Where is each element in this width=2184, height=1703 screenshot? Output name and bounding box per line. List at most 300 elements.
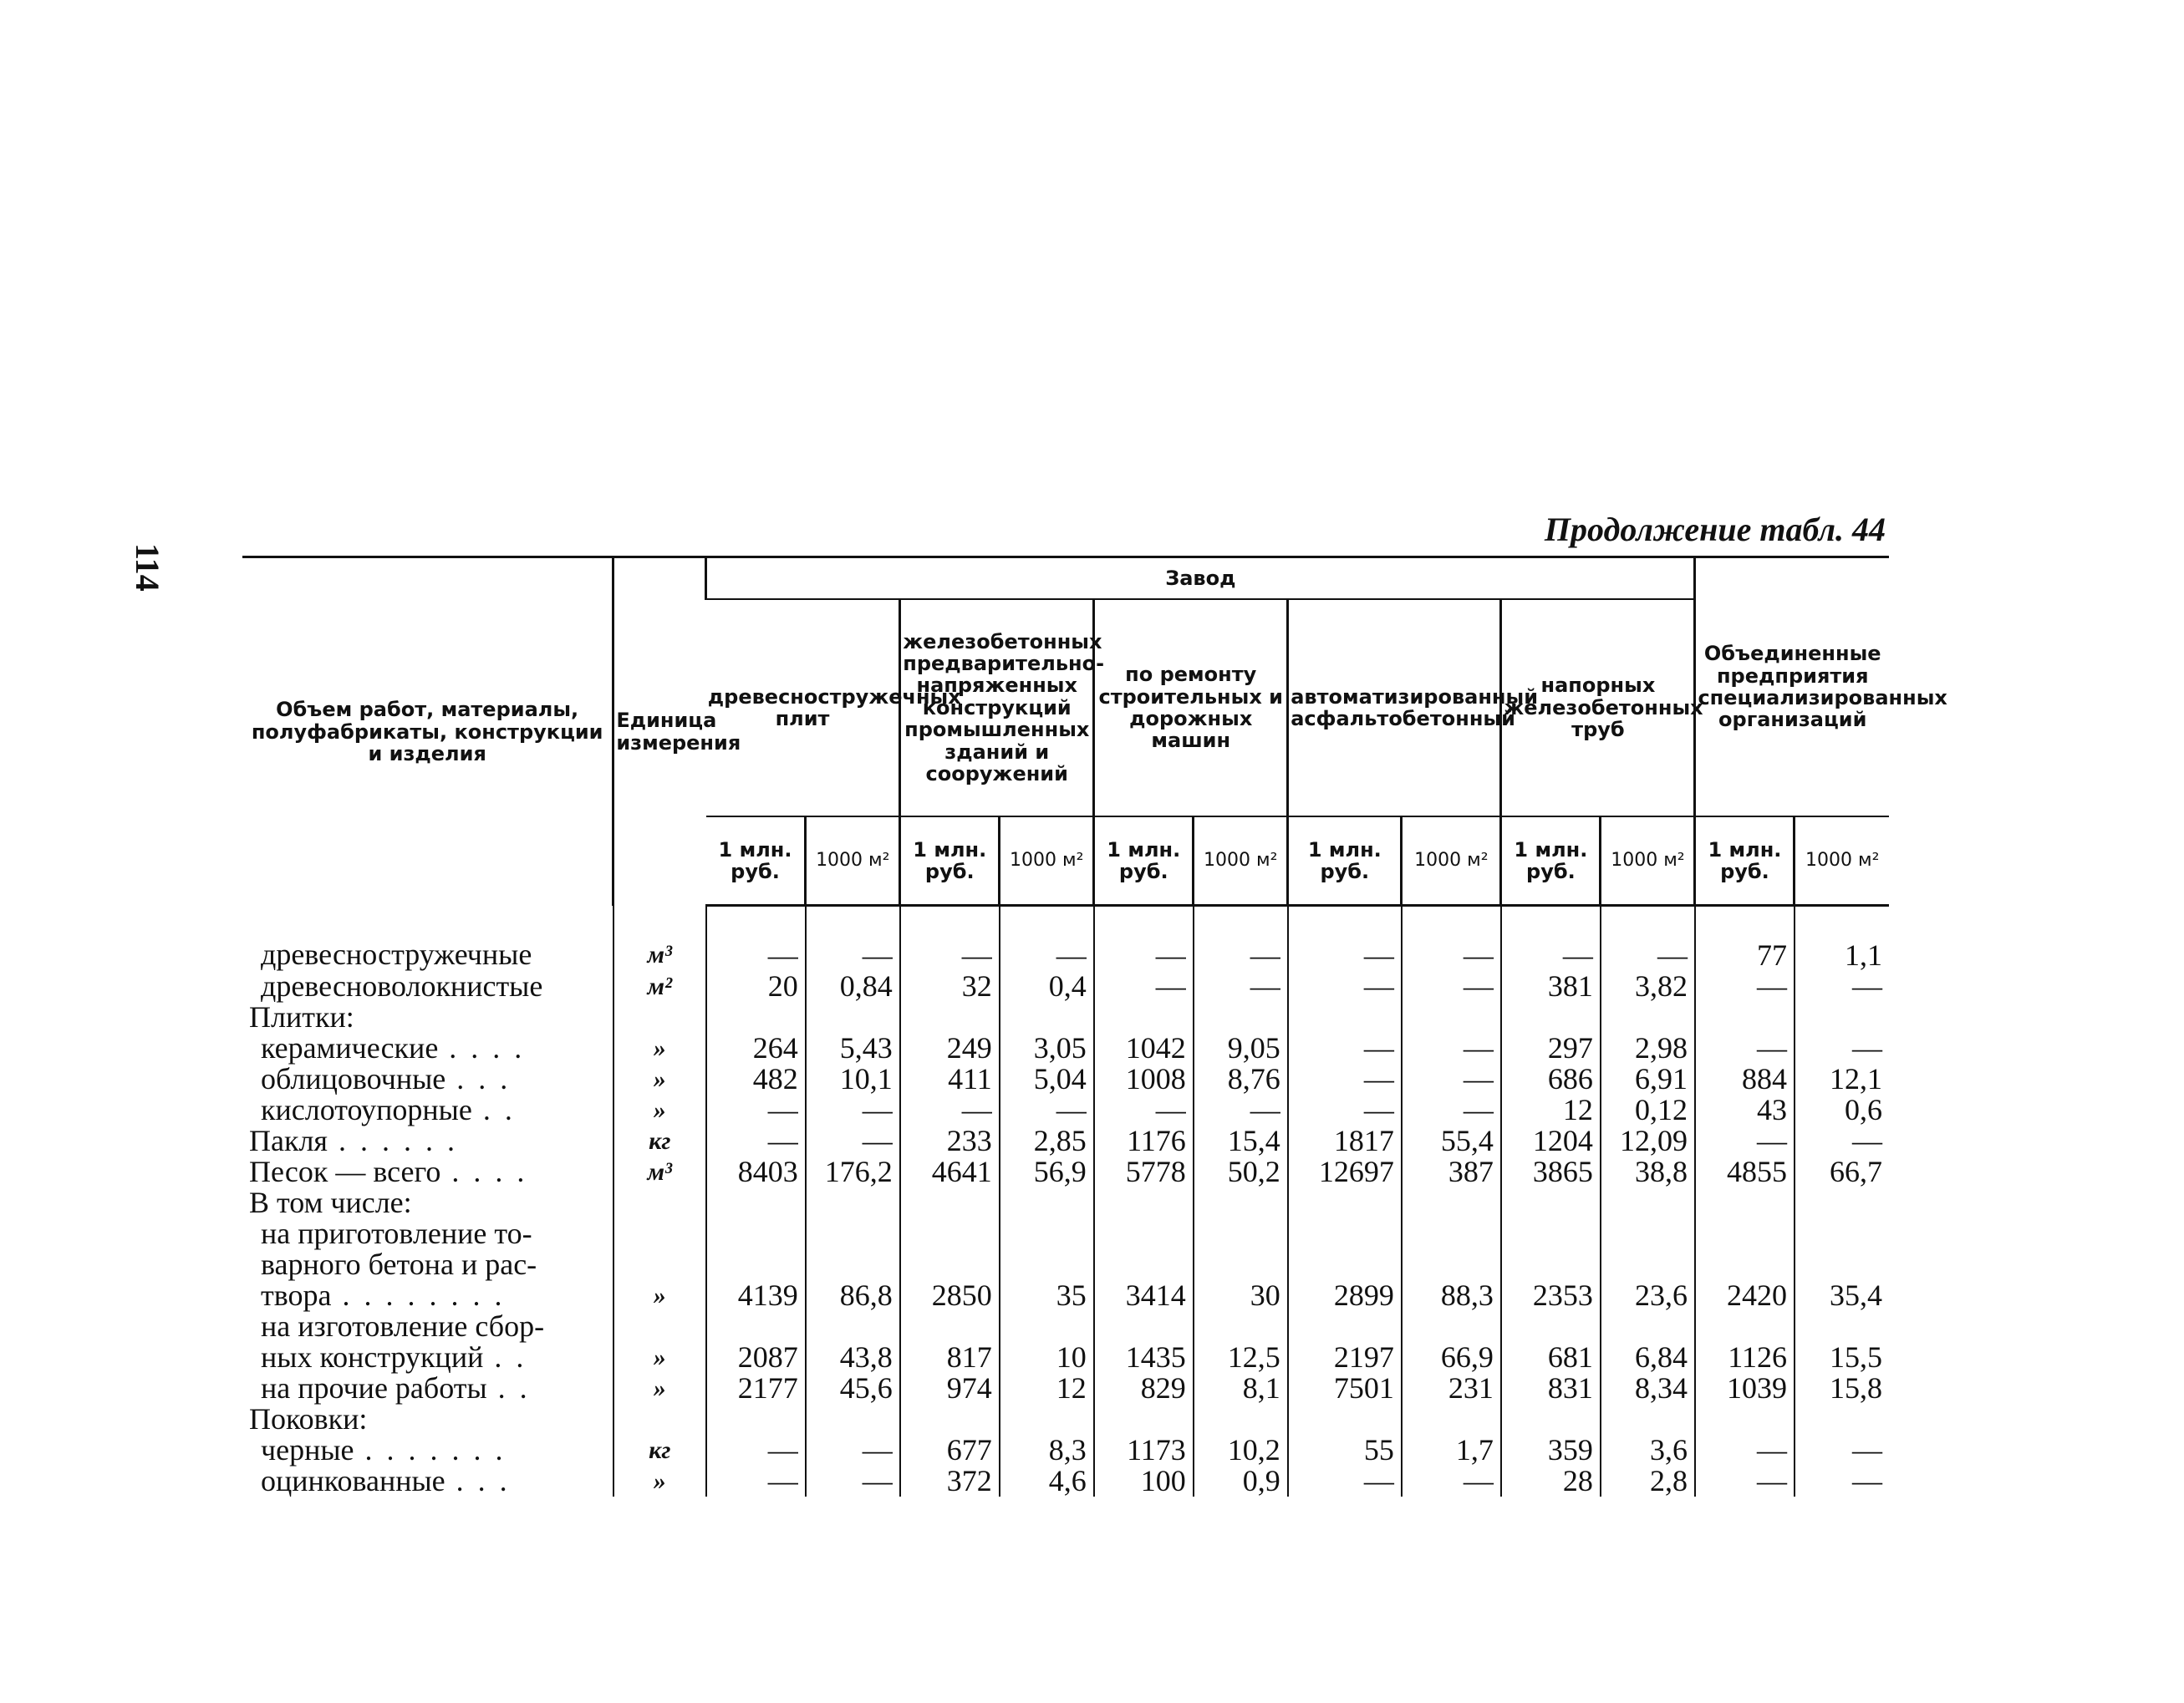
cell-value <box>900 1249 1000 1280</box>
header-sub-mln-rub: 1 млн. руб. <box>1501 816 1601 906</box>
cell-value <box>1288 1404 1402 1435</box>
cell-value: 8,34 <box>1601 1373 1695 1404</box>
cell-value: 2899 <box>1288 1280 1402 1311</box>
cell-value: 387 <box>1402 1157 1501 1187</box>
cell-value: 12,1 <box>1795 1064 1889 1095</box>
table-row <box>242 1435 1889 1466</box>
row-label <box>242 1435 613 1466</box>
table-row <box>242 1095 1889 1126</box>
cell-value <box>1695 1249 1795 1280</box>
header-group-4: автоматизированный асфальтобетонный <box>1288 599 1501 816</box>
header-group-5: напорных железобетонных труб <box>1501 599 1695 816</box>
cell-value <box>1194 1311 1288 1342</box>
row-label <box>242 1373 613 1404</box>
cell-value <box>1501 1249 1601 1280</box>
cell-value: — <box>706 1095 806 1126</box>
cell-value: 681 <box>1501 1342 1601 1373</box>
cell-value: 1817 <box>1288 1126 1402 1157</box>
row-label <box>242 1466 613 1497</box>
table-row <box>242 1002 1889 1033</box>
cell-value: — <box>1402 906 1501 972</box>
cell-value <box>1601 1187 1695 1218</box>
row-name: керамические <box>261 1031 439 1065</box>
cell-value: — <box>1402 1095 1501 1126</box>
cell-value: 4641 <box>900 1157 1000 1187</box>
cell-value: 2850 <box>900 1280 1000 1311</box>
cell-value: — <box>1795 971 1889 1002</box>
cell-value <box>706 1311 806 1342</box>
cell-value: — <box>1288 1095 1402 1126</box>
cell-value: 817 <box>900 1342 1000 1373</box>
cell-value <box>806 1002 900 1033</box>
cell-value: — <box>1402 971 1501 1002</box>
cell-value: 2420 <box>1695 1280 1795 1311</box>
cell-value <box>1094 1249 1194 1280</box>
row-unit: » <box>613 1466 706 1497</box>
cell-value <box>1194 1249 1288 1280</box>
cell-value: — <box>706 1466 806 1497</box>
cell-value: — <box>1695 1466 1795 1497</box>
cell-value: 32 <box>900 971 1000 1002</box>
row-label <box>242 1280 613 1311</box>
table-row <box>242 1404 1889 1435</box>
cell-value: 15,5 <box>1795 1342 1889 1373</box>
cell-value: 86,8 <box>806 1280 900 1311</box>
cell-value: 20 <box>706 971 806 1002</box>
cell-value: 0,84 <box>806 971 900 1002</box>
cell-value <box>1000 1002 1094 1033</box>
row-unit: м³ <box>613 1157 706 1187</box>
row-leader-dots: . . . . . . . <box>354 1433 507 1467</box>
cell-value: — <box>900 906 1000 972</box>
row-leader-dots: . . . <box>445 1464 511 1497</box>
cell-value: 66,7 <box>1795 1157 1889 1187</box>
cell-value: 0,4 <box>1000 971 1094 1002</box>
cell-value: 43,8 <box>806 1342 900 1373</box>
row-name: варного бетона и рас- <box>261 1248 537 1281</box>
table-row <box>242 1342 1889 1373</box>
row-name: древесноволокнистые <box>261 969 543 1003</box>
cell-value: 359 <box>1501 1435 1601 1466</box>
cell-value: — <box>1000 906 1094 972</box>
cell-value: — <box>1194 906 1288 972</box>
row-name: Песок — всего <box>249 1155 441 1188</box>
row-unit: » <box>613 1342 706 1373</box>
table-header <box>242 557 1947 906</box>
row-label <box>242 971 613 1002</box>
cell-value: 2,85 <box>1000 1126 1094 1157</box>
cell-value <box>1601 1404 1695 1435</box>
cell-value: 6,91 <box>1601 1064 1695 1095</box>
cell-value: 249 <box>900 1033 1000 1064</box>
cell-value: 5,04 <box>1000 1064 1094 1095</box>
cell-value <box>1000 1404 1094 1435</box>
row-leader-dots: . . <box>486 1371 531 1405</box>
cell-value: 677 <box>900 1435 1000 1466</box>
cell-value: 2177 <box>706 1373 806 1404</box>
table-row <box>242 1280 1889 1311</box>
cell-value: — <box>1288 971 1402 1002</box>
cell-value: 4,6 <box>1000 1466 1094 1497</box>
cell-value <box>1094 1404 1194 1435</box>
cell-value: — <box>1000 1095 1094 1126</box>
cell-value: 12,09 <box>1601 1126 1695 1157</box>
cell-value: — <box>900 1095 1000 1126</box>
cell-value: 2,8 <box>1601 1466 1695 1497</box>
cell-value: — <box>1288 1033 1402 1064</box>
cell-value: 45,6 <box>806 1373 900 1404</box>
cell-value: 4855 <box>1695 1157 1795 1187</box>
header-sub-mln-rub: 1 млн. руб. <box>1094 816 1194 906</box>
cell-value: 5,43 <box>806 1033 900 1064</box>
row-unit: » <box>613 1373 706 1404</box>
cell-value: — <box>1288 906 1402 972</box>
cell-value <box>1402 1249 1501 1280</box>
cell-value: 0,6 <box>1795 1095 1889 1126</box>
cell-value: 10 <box>1000 1342 1094 1373</box>
cell-value <box>1094 1187 1194 1218</box>
header-name: Объем работ, материалы, полуфабрикаты, конструкции и изделия <box>242 557 613 906</box>
row-name: Пакля <box>249 1124 328 1157</box>
row-name: твора <box>261 1279 332 1312</box>
cell-value <box>806 1249 900 1280</box>
cell-value <box>706 1249 806 1280</box>
cell-value <box>1194 1218 1288 1249</box>
header-sub-mln-rub: 1 млн. руб. <box>706 816 806 906</box>
header-sub-1000-m2: 1000 м² <box>1402 816 1501 906</box>
row-unit <box>613 1002 706 1033</box>
cell-value: — <box>1795 1033 1889 1064</box>
table-row <box>242 1064 1889 1095</box>
table-row <box>242 906 1889 972</box>
row-leader-dots: . . . . <box>440 1155 528 1188</box>
cell-value <box>1695 1002 1795 1033</box>
cell-value: 56,9 <box>1000 1157 1094 1187</box>
header-group-2: железобетонных предварительно-напряженных конструкций промышленных зданий и сооружений <box>900 599 1094 816</box>
cell-value: — <box>706 906 806 972</box>
row-label <box>242 1404 613 1435</box>
row-name: ных конструкций <box>261 1340 484 1374</box>
cell-value: 10,2 <box>1194 1435 1288 1466</box>
row-label <box>242 1187 613 1218</box>
row-label <box>242 1342 613 1373</box>
cell-value: — <box>1094 1095 1194 1126</box>
row-name: древесностружечные <box>261 938 532 972</box>
header-sub-1000-m2: 1000 м² <box>1194 816 1288 906</box>
cell-value: 12 <box>1000 1373 1094 1404</box>
row-name: облицовочные <box>261 1062 446 1096</box>
cell-value: 176,2 <box>806 1157 900 1187</box>
cell-value: 233 <box>900 1126 1000 1157</box>
table-caption: Продолжение табл. 44 <box>1544 511 1886 548</box>
cell-value <box>900 1187 1000 1218</box>
row-name: на прочие работы <box>261 1371 487 1405</box>
row-unit: » <box>613 1064 706 1095</box>
row-unit: кг <box>613 1126 706 1157</box>
cell-value: 8,1 <box>1194 1373 1288 1404</box>
cell-value: — <box>1288 1466 1402 1497</box>
table-row <box>242 1187 1889 1218</box>
header-zavod: Завод <box>706 557 1695 600</box>
cell-value <box>1402 1187 1501 1218</box>
row-leader-dots: . . . <box>445 1062 512 1096</box>
cell-value <box>1501 1002 1601 1033</box>
row-unit <box>613 1311 706 1342</box>
cell-value: 831 <box>1501 1373 1601 1404</box>
cell-value: 5778 <box>1094 1157 1194 1187</box>
cell-value <box>1795 1404 1889 1435</box>
cell-value: 10,1 <box>806 1064 900 1095</box>
header-sub-1000-m2: 1000 м² <box>1601 816 1695 906</box>
data-table <box>242 556 1947 1497</box>
header-sub-mln-rub: 1 млн. руб. <box>1288 816 1402 906</box>
cell-value: 297 <box>1501 1033 1601 1064</box>
row-unit: м² <box>613 971 706 1002</box>
cell-value: 264 <box>706 1033 806 1064</box>
row-unit: » <box>613 1033 706 1064</box>
cell-value: 231 <box>1402 1373 1501 1404</box>
cell-value <box>1094 1311 1194 1342</box>
cell-value <box>900 1311 1000 1342</box>
cell-value <box>806 1404 900 1435</box>
row-label <box>242 1218 613 1249</box>
cell-value <box>1795 1187 1889 1218</box>
cell-value: 8,3 <box>1000 1435 1094 1466</box>
row-leader-dots: . . . . . . <box>328 1124 458 1157</box>
cell-value: 55 <box>1288 1435 1402 1466</box>
cell-value: — <box>1795 1435 1889 1466</box>
row-unit: » <box>613 1095 706 1126</box>
row-unit <box>613 1218 706 1249</box>
row-label <box>242 1126 613 1157</box>
cell-value <box>1288 1249 1402 1280</box>
cell-value: 0,12 <box>1601 1095 1695 1126</box>
cell-value <box>706 1002 806 1033</box>
cell-value: 15,8 <box>1795 1373 1889 1404</box>
cell-value: 1173 <box>1094 1435 1194 1466</box>
cell-value: — <box>1194 1095 1288 1126</box>
cell-value: 1176 <box>1094 1126 1194 1157</box>
table-row <box>242 1033 1889 1064</box>
table-body <box>242 906 1889 1497</box>
cell-value <box>1601 1002 1695 1033</box>
cell-value <box>1094 1002 1194 1033</box>
cell-value: 88,3 <box>1402 1280 1501 1311</box>
row-name: кислотоупорные <box>261 1093 472 1126</box>
cell-value: — <box>806 1435 900 1466</box>
row-unit: » <box>613 1280 706 1311</box>
row-name: на приготовление то- <box>261 1217 532 1250</box>
row-label <box>242 1064 613 1095</box>
row-name: В том числе: <box>249 1186 412 1219</box>
row-unit <box>613 1249 706 1280</box>
cell-value <box>1795 1002 1889 1033</box>
cell-value: — <box>1094 971 1194 1002</box>
cell-value: 1435 <box>1094 1342 1194 1373</box>
cell-value: 381 <box>1501 971 1601 1002</box>
header-sub-mln-rub: 1 млн. руб. <box>900 816 1000 906</box>
cell-value: — <box>806 906 900 972</box>
row-name: черные <box>261 1433 354 1467</box>
cell-value <box>1402 1218 1501 1249</box>
cell-value: 35,4 <box>1795 1280 1889 1311</box>
cell-value: 7501 <box>1288 1373 1402 1404</box>
cell-value: 28 <box>1501 1466 1601 1497</box>
table-row <box>242 1311 1889 1342</box>
cell-value: 2353 <box>1501 1280 1601 1311</box>
cell-value: — <box>1094 906 1194 972</box>
cell-value <box>1695 1404 1795 1435</box>
row-label <box>242 1157 613 1187</box>
cell-value <box>1501 1311 1601 1342</box>
data-table-container <box>242 556 1947 1497</box>
cell-value: 6,84 <box>1601 1342 1695 1373</box>
row-label <box>242 1033 613 1064</box>
cell-value: 482 <box>706 1064 806 1095</box>
cell-value <box>1288 1187 1402 1218</box>
cell-value: 66,9 <box>1402 1342 1501 1373</box>
row-label <box>242 1311 613 1342</box>
cell-value <box>1402 1002 1501 1033</box>
cell-value: — <box>806 1095 900 1126</box>
cell-value: 3414 <box>1094 1280 1194 1311</box>
cell-value: — <box>1402 1064 1501 1095</box>
cell-value: 1,1 <box>1795 906 1889 972</box>
cell-value <box>1194 1187 1288 1218</box>
cell-value: — <box>1795 1126 1889 1157</box>
cell-value: 1204 <box>1501 1126 1601 1157</box>
cell-value: 50,2 <box>1194 1157 1288 1187</box>
cell-value: 12 <box>1501 1095 1601 1126</box>
cell-value: 686 <box>1501 1064 1601 1095</box>
cell-value: — <box>1795 1466 1889 1497</box>
cell-value <box>1288 1311 1402 1342</box>
row-unit <box>613 1404 706 1435</box>
header-unit: Единица измерения <box>613 557 706 906</box>
cell-value: 43 <box>1695 1095 1795 1126</box>
header-group-6: Объединенные предприятия специализированных организаций <box>1695 557 1889 817</box>
header-sub-mln-rub: 1 млн. руб. <box>1695 816 1795 906</box>
cell-value: — <box>706 1126 806 1157</box>
cell-value <box>1695 1187 1795 1218</box>
row-name: оцинкованные <box>261 1464 445 1497</box>
cell-value <box>1501 1218 1601 1249</box>
cell-value <box>1501 1404 1601 1435</box>
header-sub-1000-m2: 1000 м² <box>1795 816 1889 906</box>
cell-value: 4139 <box>706 1280 806 1311</box>
cell-value <box>1288 1002 1402 1033</box>
cell-value: 8403 <box>706 1157 806 1187</box>
cell-value: 35 <box>1000 1280 1094 1311</box>
row-label <box>242 1095 613 1126</box>
cell-value <box>1695 1218 1795 1249</box>
cell-value: — <box>1402 1033 1501 1064</box>
cell-value <box>1601 1249 1695 1280</box>
row-unit <box>613 1187 706 1218</box>
row-name: Поковки: <box>249 1402 368 1436</box>
cell-value <box>1601 1311 1695 1342</box>
table-row <box>242 1218 1889 1249</box>
row-name: на изготовление сбор- <box>261 1309 545 1343</box>
row-leader-dots: . . . . <box>438 1031 526 1065</box>
cell-value <box>900 1218 1000 1249</box>
cell-value: 15,4 <box>1194 1126 1288 1157</box>
row-unit: м³ <box>613 906 706 972</box>
cell-value: — <box>1288 1064 1402 1095</box>
cell-value: 411 <box>900 1064 1000 1095</box>
cell-value <box>706 1218 806 1249</box>
cell-value <box>1601 1218 1695 1249</box>
row-leader-dots: . . <box>471 1093 516 1126</box>
cell-value <box>1000 1218 1094 1249</box>
cell-value <box>1795 1311 1889 1342</box>
cell-value: 77 <box>1695 906 1795 972</box>
cell-value: 1008 <box>1094 1064 1194 1095</box>
cell-value <box>1795 1218 1889 1249</box>
cell-value <box>706 1187 806 1218</box>
header-group-1: древесностружечных плит <box>706 599 900 816</box>
row-label <box>242 1249 613 1280</box>
cell-value <box>706 1404 806 1435</box>
header-sub-1000-m2: 1000 м² <box>806 816 900 906</box>
cell-value: 38,8 <box>1601 1157 1695 1187</box>
cell-value: — <box>1194 971 1288 1002</box>
cell-value <box>806 1218 900 1249</box>
cell-value: 1039 <box>1695 1373 1795 1404</box>
cell-value: 0,9 <box>1194 1466 1288 1497</box>
table-row <box>242 971 1889 1002</box>
cell-value: — <box>806 1466 900 1497</box>
cell-value <box>1501 1187 1601 1218</box>
cell-value: — <box>1501 906 1601 972</box>
cell-value: — <box>1695 1126 1795 1157</box>
cell-value: 8,76 <box>1194 1064 1288 1095</box>
cell-value: 23,6 <box>1601 1280 1695 1311</box>
header-sub-1000-m2: 1000 м² <box>1000 816 1094 906</box>
cell-value <box>1288 1218 1402 1249</box>
row-name: Плитки: <box>249 1000 354 1034</box>
cell-value: — <box>806 1126 900 1157</box>
table-row <box>242 1466 1889 1497</box>
cell-value <box>806 1187 900 1218</box>
cell-value <box>1094 1218 1194 1249</box>
cell-value: — <box>1695 1033 1795 1064</box>
cell-value <box>900 1002 1000 1033</box>
cell-value <box>806 1311 900 1342</box>
cell-value: 1126 <box>1695 1342 1795 1373</box>
row-label <box>242 1002 613 1033</box>
cell-value: 55,4 <box>1402 1126 1501 1157</box>
cell-value: — <box>1402 1466 1501 1497</box>
cell-value: 9,05 <box>1194 1033 1288 1064</box>
cell-value: 2,98 <box>1601 1033 1695 1064</box>
cell-value: 12697 <box>1288 1157 1402 1187</box>
cell-value <box>1000 1187 1094 1218</box>
cell-value: 2087 <box>706 1342 806 1373</box>
cell-value: — <box>1695 1435 1795 1466</box>
table-row <box>242 1126 1889 1157</box>
cell-value: 12,5 <box>1194 1342 1288 1373</box>
cell-value <box>1402 1404 1501 1435</box>
row-label <box>242 906 613 972</box>
cell-value: 884 <box>1695 1064 1795 1095</box>
cell-value: 829 <box>1094 1373 1194 1404</box>
row-unit: кг <box>613 1435 706 1466</box>
row-leader-dots: . . <box>483 1340 527 1374</box>
cell-value: 3,05 <box>1000 1033 1094 1064</box>
table-row <box>242 1157 1889 1187</box>
cell-value: 3,6 <box>1601 1435 1695 1466</box>
